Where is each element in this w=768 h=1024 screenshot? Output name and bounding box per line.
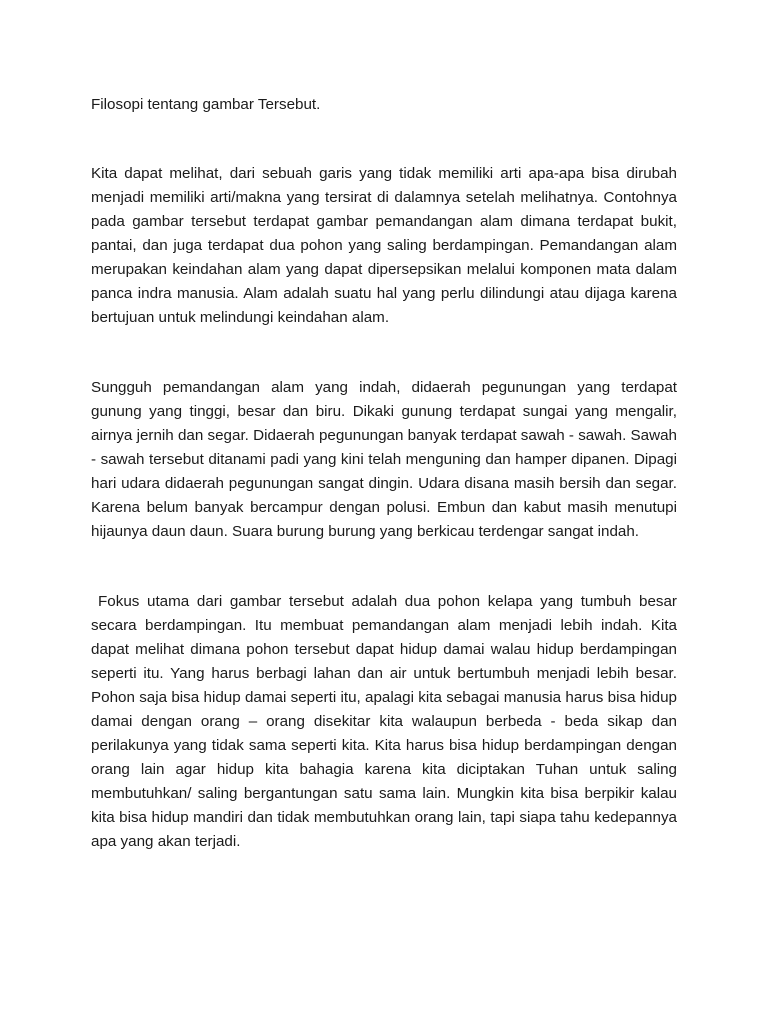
paragraph-1: Kita dapat melihat, dari sebuah garis yang tidak memiliki arti apa-apa bisa dirubah menjadi memiliki arti/makna yang tersirat di dalamnya setelah melihatnya. Contohnya pada gambar tersebut terdapat gambar pemandangan alam dimana terdapat bukit, pantai, dan juga terdapat dua pohon yang saling berdampingan. Pemandangan alam merupakan keindahan alam yang dapat dipersepsikan melalui komponen mata dalam panca indra manusia. Alam adalah suatu hal yang perlu dilindungi atau dijaga karena bertujuan untuk melindungi keindahan alam. [91, 165, 677, 326]
document-title: Filosopi tentang gambar Tersebut. [91, 96, 321, 113]
document-body [91, 93, 677, 854]
paragraph-3: Fokus utama dari gambar tersebut adalah dua pohon kelapa yang tumbuh besar secara berdampingan. Itu membuat pemandangan alam menjadi lebih indah. Kita dapat melihat dimana pohon tersebut dapat hidup damai walau hidup berdampingan seperti itu. Yang harus berbagi lahan dan air untuk bertumbuh menjadi lebih besar. Pohon saja bisa hidup damai seperti itu, apalagi kita sebagai manusia harus bisa hidup damai dengan orang – orang disekitar kita walaupun berbeda - beda sikap dan perilakunya yang tidak sama seperti kita. Kita harus bisa hidup berdampingan dengan orang lain agar hidup kita bahagia karena kita diciptakan Tuhan untuk saling membutuhkan/ saling bergantungan satu sama lain. Mungkin kita bisa berpikir kalau kita bisa hidup mandiri dan tidak membutuhkan orang lain, tapi siapa tahu kedepannya apa yang akan terjadi. [91, 593, 677, 850]
paragraph-2: Sungguh pemandangan alam yang indah, didaerah pegunungan yang terdapat gunung yang tinggi, besar dan biru. Dikaki gunung terdapat sungai yang mengalir, airnya jernih dan segar. Didaerah pegunungan banyak terdapat sawah - sawah. Sawah - sawah tersebut ditanami padi yang kini telah menguning dan hamper dipanen. Dipagi hari udara didaerah pegunungan sangat dingin. Udara disana masih bersih dan segar. Karena belum banyak bercampur dengan polusi. Embun dan kabut masih menutupi hijaunya daun daun. Suara burung burung yang berkicau terdengar sangat indah. [91, 379, 677, 540]
